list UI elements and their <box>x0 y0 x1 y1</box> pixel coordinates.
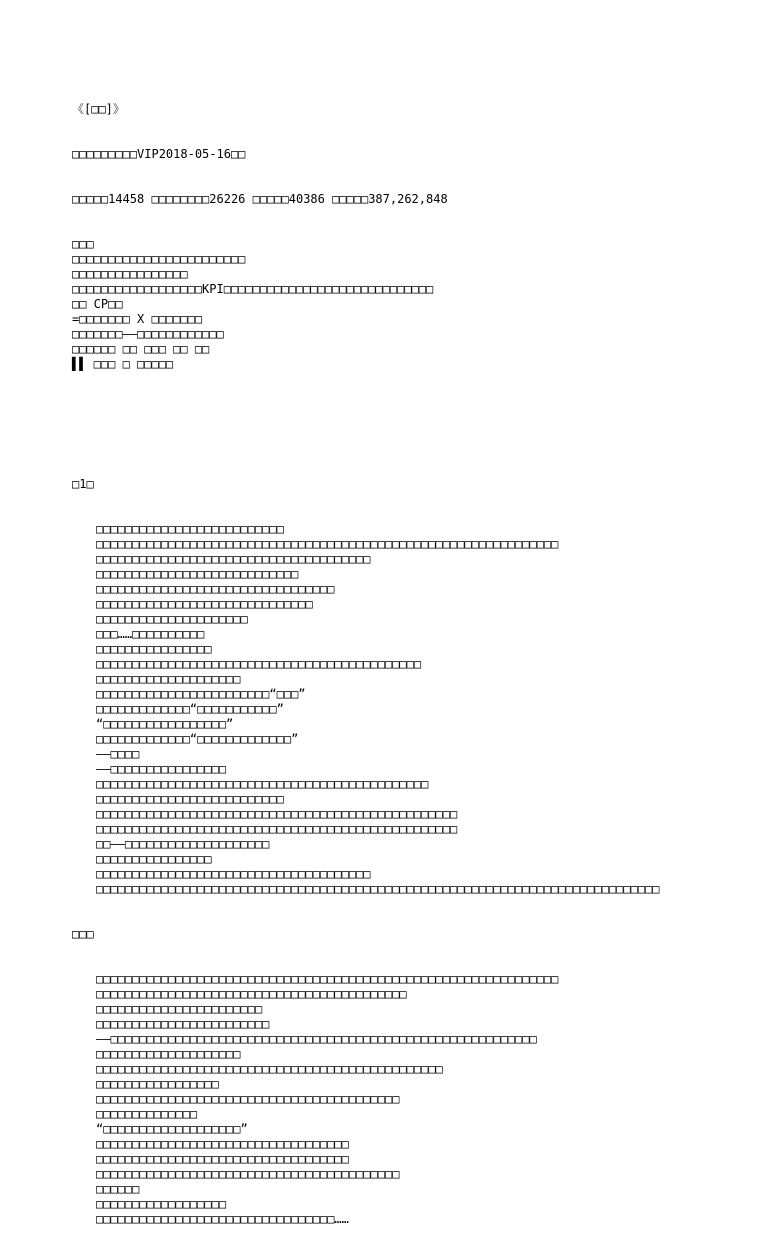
paragraph-line: □□□□□□□□□□□□□□□□□□□□□□□□□□□□□□□□□□□□□□□□□□ <box>96 1167 400 1181</box>
chapter-body <box>72 522 712 897</box>
paragraph-line: □□□□□□□□□□□□□□□□□□□□□□□□□□□□□□□□□□□□□□□□□□□□□□□□□□ <box>96 822 458 836</box>
paragraph-line: □□□□□□□□□□□□□□□□□□□□□□□□“□□□” <box>96 687 306 701</box>
paragraph-line: □□□□□□□□□□□□□□□□□□□□□□□□□□□□□□□□□□□□□□□□□□□□□□□□□□□□□□□□□□□□□□□□ <box>96 972 559 986</box>
paragraph-line: “□□□□□□□□□□□□□□□□□□□” <box>96 1122 248 1136</box>
paragraph-line: □□□□□□□□□□□□□□□□□□□□□□□□□□□□□□□□□□□□□□ <box>96 552 371 566</box>
paragraph-line: □□□□□□□□□□□□□□□□□□□□□□□ <box>96 1002 263 1016</box>
doc-header-line: □□□□□□□——□□□□□□□□□□□□ <box>72 327 224 341</box>
doc-title: 《[□□]》 <box>72 102 125 116</box>
paragraph-line: □□□□□□□□□□□□□□□□□□□□□□□□□□□□□□□□□□□□□□□□□□□□□□□□□□□□□□□□□□□□□□□□□□□□□□□□□□□□□□ <box>96 882 660 896</box>
paragraph-line: □□□□□□□□□□□□□□□□□□□□□□□□□□□□ <box>96 567 299 581</box>
paragraph-line: □□□□□□□□□□□□□□□□□□□□□□□□□□□□□□□□□□□□□□□□□□□ <box>96 987 407 1001</box>
paragraph-line: □□□□□□□□□□□□□□□□□□□□□□□□□□□□□□ <box>96 597 313 611</box>
paragraph-line: □□□□□□□□□□□□□□ <box>96 1107 198 1121</box>
doc-meta-line: □□□□□□□□□VIP2018-05-16□□ <box>72 147 246 161</box>
doc-header-line: □□□□□□□□□□□□□□□□□□□□□□□□ <box>72 252 246 266</box>
doc-stats-line: □□□□□14458 □□□□□□□□26226 □□□□□40386 □□□□□387,262,848 <box>72 192 448 206</box>
paragraph-line: □□□□□□□□□□□□□“□□□□□□□□□□□□□” <box>96 732 299 746</box>
paragraph-line: □□□□□□ <box>96 1182 140 1196</box>
chapter-subheading: □□□ <box>72 927 94 941</box>
paragraph-line: □□□□□□□□□□□□□□□□□□□□□□□□□□□□□□□□□□□□□□□□□□□□□□□□□□□□□□□□□□□□□□□□ <box>96 537 559 551</box>
paragraph-line: □□□□□□□□□□□□□□□□□□□□□□□□□□□□□□□□□□□□□□□□□□□□□□□□ <box>96 1062 443 1076</box>
paragraph-line: □□□□□□□□□□□□□□□□□□□□ <box>96 672 241 686</box>
paragraph-line: ——□□□□□□□□□□□□□□□□ <box>96 762 227 776</box>
doc-header-line: □□□□□□□□□□□□□□□□□□KPI□□□□□□□□□□□□□□□□□□□□□□□□□□□□□ <box>72 282 434 296</box>
paragraph-line: □□□□□□□□□□□□□□□□□ <box>96 1077 219 1091</box>
doc-header-line: □□□ <box>72 237 94 251</box>
document-page <box>72 72 712 1242</box>
section-gap <box>72 402 712 447</box>
paragraph-line: □□□□□□□□□□□□□□□□□□□□□□□□□□□□□□□□□ <box>96 582 335 596</box>
paragraph-line: □□□□□□□□□□□□□□□□□□□□□□□□□□ <box>96 522 284 536</box>
doc-header-line: ▌▌ □□□ □ □□□□□ <box>72 357 174 371</box>
paragraph-line: □□□□□□□□□□□□□□□□□□□□□□□□□□ <box>96 792 284 806</box>
paragraph-line: □□□□□□□□□□□□□□□□□□□□□□□□□□□□□□□□□□□ <box>96 1152 349 1166</box>
paragraph-line: □□□……□□□□□□□□□□ <box>96 627 205 641</box>
paragraph-line: ——□□□□ <box>96 747 140 761</box>
paragraph-line: □□□□□□□□□□□□□“□□□□□□□□□□□” <box>96 702 284 716</box>
paragraph-line: □□□□□□□□□□□□□□□□□□□□□□□□□□□□□□□□□□□□□□□□□□□□□□ <box>96 777 429 791</box>
paragraph-line: □□□□□□□□□□□□□□□□□□□□□□□□ <box>96 1017 270 1031</box>
doc-header-line: □□ CP□□ <box>72 297 123 311</box>
paragraph-line: □□□□□□□□□□□□□□□□□□□□□□□□□□□□□□□□□□□□□□□□□□ <box>96 1092 400 1106</box>
paragraph-line: □□□□□□□□□□□□□□□□□□□□□ <box>96 612 248 626</box>
doc-header-line: =□□□□□□□ X □□□□□□□ <box>72 312 203 326</box>
doc-header-lines <box>72 237 712 372</box>
paragraph-line: □□□□□□□□□□□□□□□□ <box>96 642 212 656</box>
paragraph-line: □□□□□□□□□□□□□□□□□□□□ <box>96 1047 241 1061</box>
paragraph-line: □□□□□□□□□□□□□□□□□□□□□□□□□□□□□□□□□□□ <box>96 1137 349 1151</box>
paragraph-line: □□□□□□□□□□□□□□□□□□□□□□□□□□□□□□□□□□□□□□ <box>96 867 371 881</box>
paragraph-line: □□□□□□□□□□□□□□□□□□□□□□□□□□□□□□□□□□□□□□□□□□□□□ <box>96 657 422 671</box>
paragraph-line: □□□□□□□□□□□□□□□□ <box>96 852 212 866</box>
chapter-body-2 <box>72 972 712 1227</box>
paragraph-line: □□□□□□□□□□□□□□□□□□□□□□□□□□□□□□□□□…… <box>96 1212 349 1226</box>
paragraph-line: □□□□□□□□□□□□□□□□□□ <box>96 1197 227 1211</box>
chapter-heading: □1□ <box>72 477 94 491</box>
paragraph-line: “□□□□□□□□□□□□□□□□□” <box>96 717 234 731</box>
paragraph-line: ——□□□□□□□□□□□□□□□□□□□□□□□□□□□□□□□□□□□□□□□□□□□□□□□□□□□□□□□□□□□ <box>96 1032 537 1046</box>
doc-header-line: □□□□□□□□□□□□□□□□ <box>72 267 188 281</box>
doc-header-line: □□□□□□ □□ □□□ □□ □□ <box>72 342 210 356</box>
paragraph-line: □□——□□□□□□□□□□□□□□□□□□□□ <box>96 837 270 851</box>
paragraph-line: □□□□□□□□□□□□□□□□□□□□□□□□□□□□□□□□□□□□□□□□□□□□□□□□□□ <box>96 807 458 821</box>
